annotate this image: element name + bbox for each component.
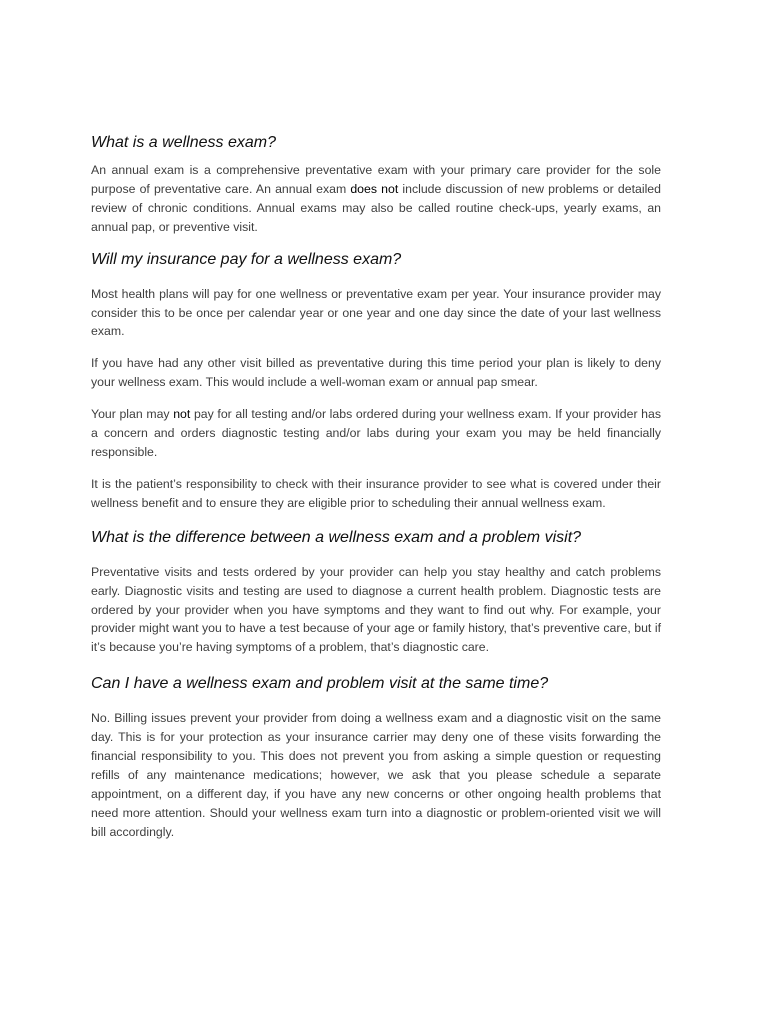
- paragraph-preventative-vs-diagnostic: Preventative visits and tests ordered by your provider can help you stay healthy and catch problems early. Diagnostic visits and testing are used to diagnose a current health problem. Diagnostic tests are ordered by your provider when you have symptoms and they want to find out why. For example, your provider might want you to have a test because of your age or family history, that’s preventive care, but if it’s because you’re having symptoms of a problem, that’s diagnostic care.: [91, 564, 661, 655]
- heading-difference-wellness-problem: What is the difference between a wellness exam and a problem visit?: [91, 528, 582, 546]
- paragraph-testing-labs: [91, 405, 661, 462]
- text-run: pay for all testing and/or labs ordered during your wellness exam. If your provider has a concern and orders diagnostic testing and/or labs during your exam you may be held financially responsible.: [91, 407, 662, 459]
- paragraph-other-preventative-visit: If you have had any other visit billed as preventative during this time period your plan is likely to deny your wellness exam. This would include a well-woman exam or annual pap smear.: [91, 356, 661, 390]
- text-run: An annual exam is a comprehensive preventative exam with your primary care provider for the sole purpose of preventative care. An annual exam: [91, 163, 661, 196]
- emphasis-not: not: [173, 407, 191, 422]
- text-run: Your plan may: [91, 407, 174, 422]
- paragraph-health-plans: Most health plans will pay for one wellness or preventative exam per year. Your insurance provider may consider this to be once per calendar year or one year and one day since the date of your last wellness exam.: [91, 286, 661, 339]
- heading-what-is-wellness-exam: What is a wellness exam?: [91, 134, 276, 151]
- paragraph-billing-issues: No. Billing issues prevent your provider from doing a wellness exam and a diagnostic visit on the same day. This is for your protection as your insurance carrier may deny one of these visits forwarding the financial responsibility to you. This does not prevent you from asking a simple question or requesting refills of any maintenance medications; however, we ask that you please schedule a separate appointment, on a different day, if you have any new concerns or other ongoing health problems that need more attention. Should your wellness exam turn into a diagnostic or problem-oriented visit we will bill accordingly.: [91, 711, 661, 839]
- heading-same-time: Can I have a wellness exam and problem visit at the same time?: [91, 675, 549, 693]
- document-body: [91, 133, 661, 842]
- emphasis-does-not: does not: [350, 181, 399, 196]
- heading-insurance-pay: Will my insurance pay for a wellness exam?: [91, 250, 402, 268]
- paragraph-wellness-definition: [91, 161, 661, 237]
- paragraph-patient-responsibility: It is the patient’s responsibility to check with their insurance provider to see what is covered under their wellness benefit and to ensure they are eligible prior to scheduling their annual wellness exam.: [91, 476, 661, 510]
- text-run: include discussion of new problems or detailed review of chronic conditions. Annual exams may also be called routine check-ups, yearly exams, an annual pap, or preventive visit.: [91, 181, 661, 234]
